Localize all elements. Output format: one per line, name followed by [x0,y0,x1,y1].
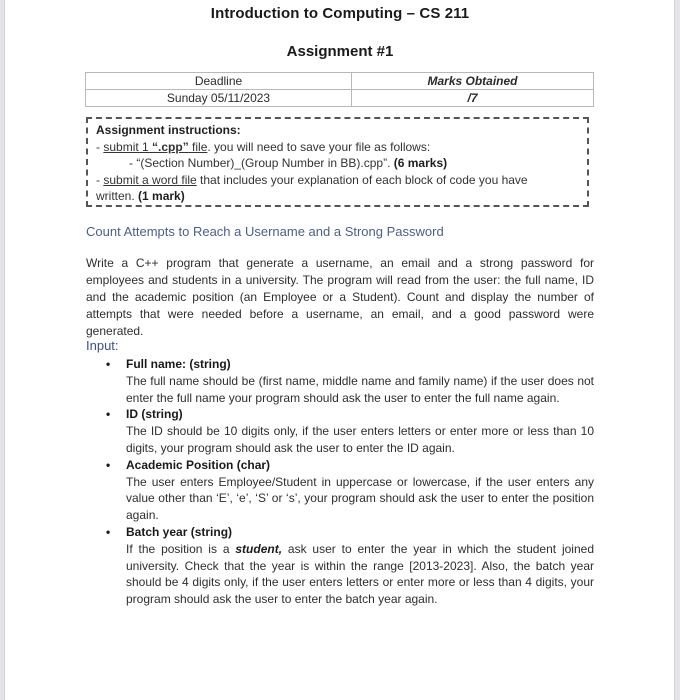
submit-cpp-text: submit 1 [103,139,153,154]
desc-pre: If the position is a [126,541,236,556]
student-emphasis: student, [235,541,283,556]
list-item-full-name [104,356,594,406]
item-description [126,541,594,608]
item-title: ID (string) [126,407,183,422]
file-text: file [188,139,208,154]
instructions-title: Assignment instructions: [96,123,241,137]
section-heading: Count Attempts to Reach a Username and a Strong Password [86,224,444,239]
list-item-id [104,406,594,456]
desc-post: ask user to enter the year in which the student joined university. Check that the year is within the range [2013-2023]. Also, the batch year should be 4 digits only, if the user enters letters or enter more or less than 4 digits, your program should ask the user to enter the batch year again. [126,541,594,607]
bullet-icon: • [106,407,111,422]
assignment-title: Assignment #1 [286,43,394,60]
instruction-line-written [96,188,587,205]
item-title: Batch year (string) [126,524,233,539]
instruction-line-filename [96,155,587,172]
item-title: Full name: (string) [126,357,231,371]
deadline-value: Sunday 05/11/2023 [86,90,352,107]
submit-word-file-link[interactable]: submit a word file [103,172,197,187]
intro-paragraph: Write a C++ program that generate a username, an email and a strong password for employees and students in a university. The program will read from the user: the full name, ID and the academic position (an Employee or a Student). Count and display the number of attempts that were needed before a username, an email, and a good password were generated. [86,256,594,338]
input-list [104,356,594,608]
instruction-line-word [96,172,587,189]
line-prefix: - [96,139,104,154]
course-title: Introduction to Computing – CS 211 [210,5,470,22]
list-item-academic-position [104,457,594,524]
marks-obtained-header: Marks Obtained [352,73,594,90]
item-description: The ID should be 10 digits only, if the user enters letters or enter more or less than 10 digits, your program should ask the user to enter the ID again. [126,424,594,455]
input-label: Input: [86,338,119,353]
instruction-line-cpp [96,139,587,156]
filename-format: - “(Section Number)_(Group Number in BB).cpp”. [129,156,394,171]
submit-cpp-link[interactable] [103,140,207,154]
viewer-frame-right [674,0,680,700]
bullet-icon: • [106,457,111,472]
table-value-row [86,90,594,107]
item-description: The full name should be (first name, middle name and family name) if the user does not enter the full name your program should ask the user to enter the full name again. [126,373,594,405]
written-text: written. [96,189,139,204]
cpp-extension: “.cpp” [152,139,189,154]
cpp-marks: (6 marks) [393,156,448,171]
cpp-instruction-rest: . you will need to save your file as follows: [207,139,431,154]
viewer-frame-left [0,0,5,700]
word-marks: (1 mark) [138,189,185,204]
list-item-batch-year [104,524,594,608]
bullet-icon: • [106,357,111,371]
word-instruction-rest: that includes your explanation of each block of code you have [196,172,528,187]
line-prefix: - [96,172,104,187]
deadline-marks-table [85,72,594,107]
item-title: Academic Position (char) [126,457,271,472]
bullet-icon: • [106,524,111,539]
item-description: The user enters Employee/Student in uppercase or lowercase, if the user enters any value other than ‘E’, ‘e’, ‘S’ or ‘s’, your program should ask the user to enter the position again. [126,474,594,523]
assignment-instructions-box [86,117,589,207]
marks-obtained-value: /7 [352,90,594,107]
deadline-header: Deadline [86,73,352,90]
table-header-row [86,73,594,90]
